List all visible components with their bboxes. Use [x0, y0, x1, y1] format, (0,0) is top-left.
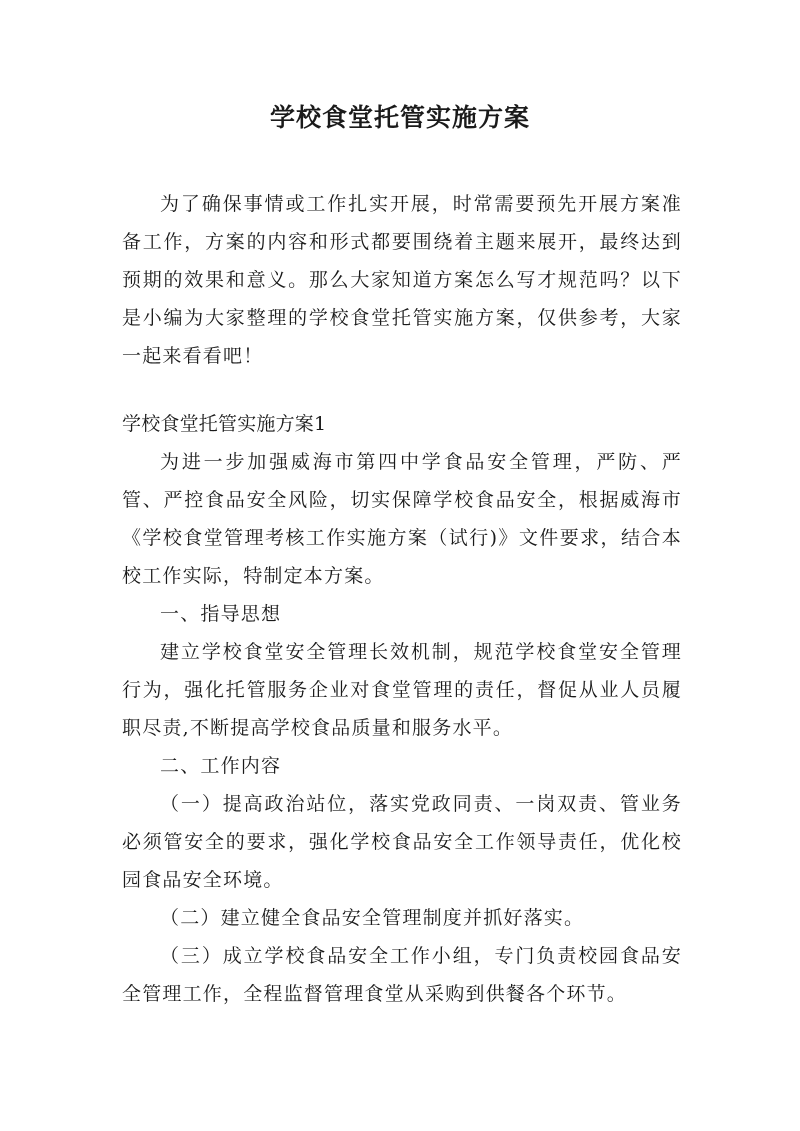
- document-body: [122, 185, 682, 1013]
- section-title: 学校食堂托管实施方案1: [122, 413, 327, 435]
- body-paragraph: （二）建立健全食品安全管理制度并抓好落实。: [160, 907, 585, 929]
- heading-guiding-ideology: 一、指导思想: [160, 603, 282, 625]
- document-title: 学校食堂托管实施方案: [269, 103, 530, 132]
- body-paragraph: （三）成立学校食品安全工作小组，专门负责校园食品安全管理工作，全程监督管理食堂从采购到供餐各个环节。: [122, 945, 682, 1005]
- body-paragraph: （一）提高政治站位，落实党政同责、一岗双责、管业务必须管安全的要求，强化学校食品安全工作领导责任，优化校园食品安全环境。: [122, 793, 682, 891]
- heading-work-content: 二、工作内容: [160, 755, 282, 777]
- body-paragraph: 建立学校食堂安全管理长效机制，规范学校食堂安全管理行为，强化托管服务企业对食堂管理的责任，督促从业人员履职尽责,不断提高学校食品质量和服务水平。: [122, 641, 682, 739]
- body-paragraph: 为进一步加强威海市第四中学食品安全管理，严防、严管、严控食品安全风险，切实保障学校食品安全，根据威海市《学校食堂管理考核工作实施方案（试行)》文件要求，结合本校工作实际，特制定本方案。: [122, 451, 682, 587]
- intro-paragraph: 为了确保事情或工作扎实开展，时常需要预先开展方案准备工作，方案的内容和形式都要围绕着主题来展开，最终达到预期的效果和意义。那么大家知道方案怎么写才规范吗？以下是小编为大家整理的学校食堂托管实施方案，仅供参考，大家一起来看看吧！: [122, 193, 682, 367]
- spacer: [122, 375, 682, 405]
